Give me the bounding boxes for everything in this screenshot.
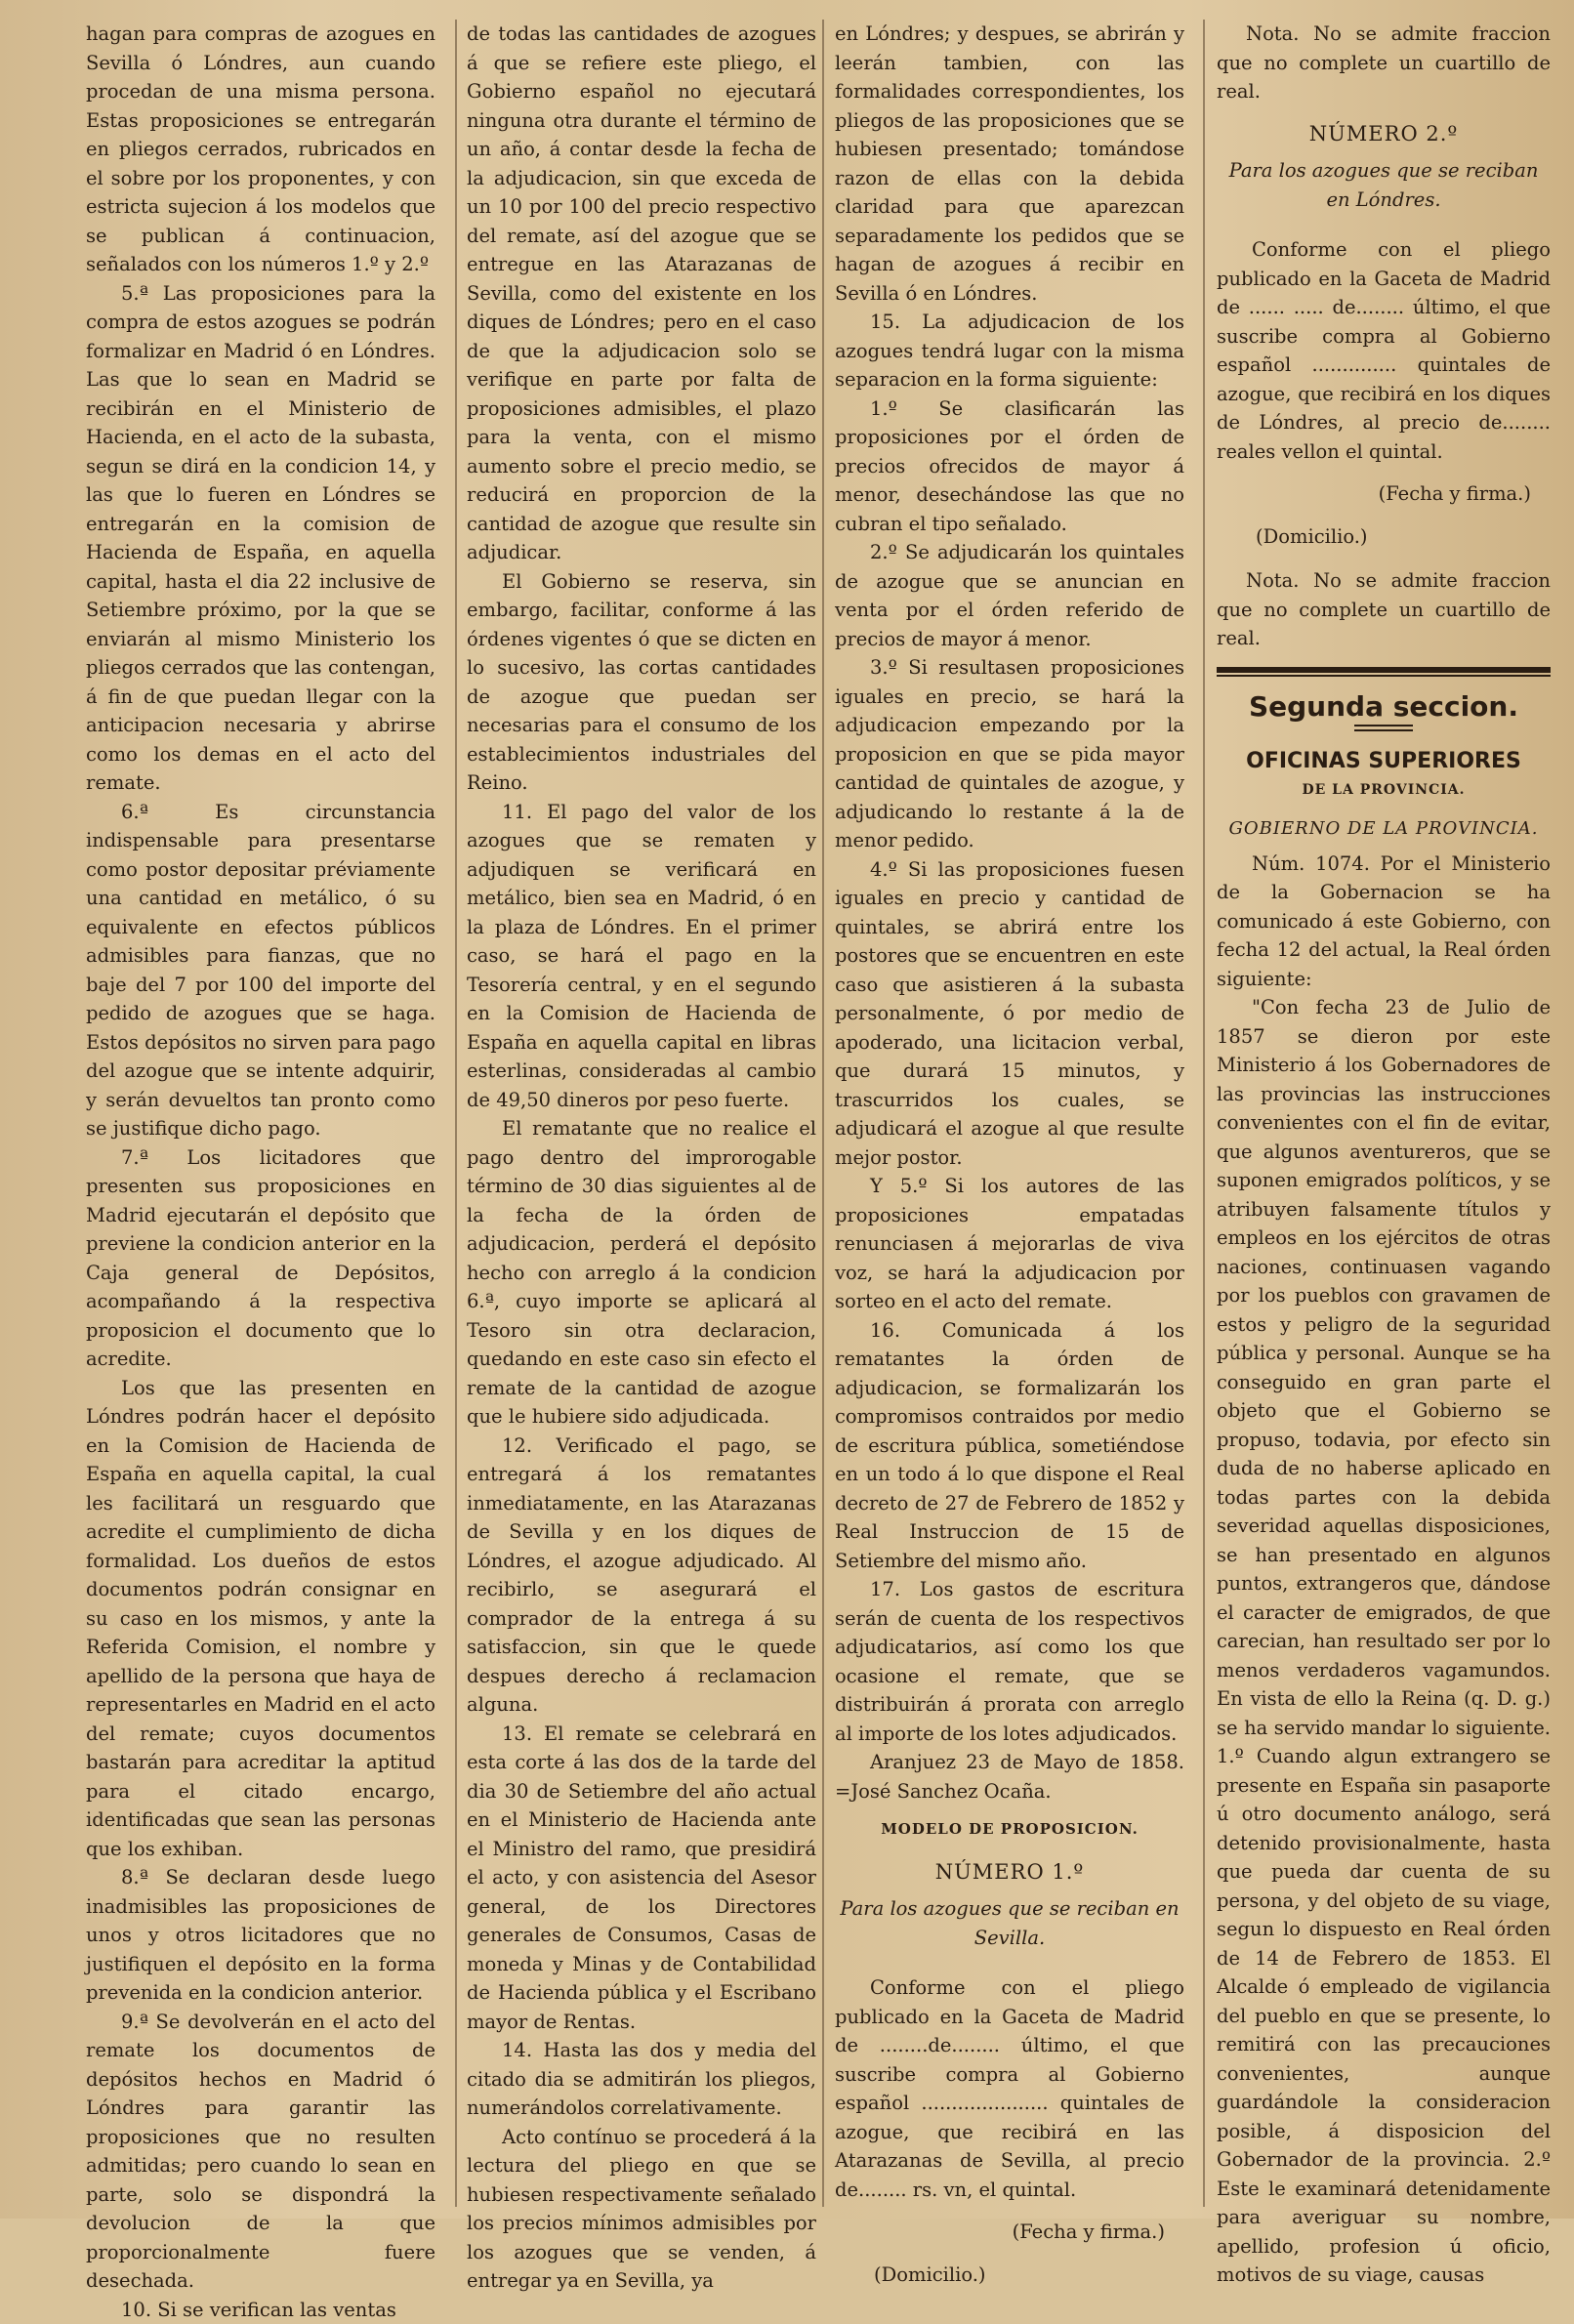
- paragraph: Y 5.º Si los autores de las proposiciones empatadas renunciasen á mejorarlas de viva voz, se hará la adjudicacion por sorteo en el acto del remate.: [835, 1172, 1184, 1316]
- paragraph: 13. El remate se celebrará en esta corte á las dos de la tarde del dia 30 de Setiembre del año actual en el Ministerio de Hacienda ante el Ministro del ramo, que presidirá el acto, y con asistencia del Asesor general, de los Directores generales de Consumos, Casas de moneda y Minas y de Contabilidad de Hacienda pública y el Escribano mayor de Rentas.: [467, 1720, 816, 2037]
- paragraph: Núm. 1074. Por el Ministerio de la Gobernacion se ha comunicado á este Gobierno, con fecha 12 del actual, la Real órden siguiente:: [1217, 850, 1551, 994]
- number-1-heading: NÚMERO 1.º: [835, 1858, 1184, 1888]
- paragraph: 1.º Se clasificarán las proposiciones por el órden de precios ofrecidos de mayor á menor, desechándose las que no cubran el tipo señalado.: [835, 394, 1184, 539]
- paragraph: 12. Verificado el pago, se entregará á los rematantes inmediatamente, en las Atarazanas de Sevilla y en los diques de Lóndres, el azogue adjudicado. Al recibirlo, se asegurará el comprador de la entrega á su satisfaccion, sin que le quede despues derecho á reclamacion alguna.: [467, 1432, 816, 1720]
- form-text: Conforme con el pliego publicado en la Gaceta de Madrid de ........de........ último, el que suscribe compra al Gobierno español ..................... quintales de azogue, que recibirá en las Atarazanas de Sevilla, al precio de........ rs. vn, el quintal.: [835, 1973, 1184, 2204]
- paragraph: Los que las presenten en Lóndres podrán hacer el depósito en la Comision de Hacienda de España en aquella capital, la cual les facilitará un resguardo que acredite el cumplimiento de dicha formalidad. Los dueños de estos documentos podrán consignar en su caso en los mismos, y ante la Referida Comision, el nombre y apellido de la persona que haya de representarles en Madrid en el acto del remate; cuyos documentos bastarán para acreditar la aptitud para el citado encargo, identificadas que sean las personas que los exhiban.: [86, 1374, 435, 1864]
- paragraph: 7.ª Los licitadores que presenten sus proposiciones en Madrid ejecutarán el depósito que previene la condicion anterior en la Caja general de Depósitos, acompañando á la respectiva proposicion el documento que lo acredite.: [86, 1143, 435, 1374]
- number-2-subtitle: Para los azogues que se reciban en Lóndres.: [1217, 156, 1551, 214]
- double-rule: [1354, 725, 1413, 731]
- paragraph: 2.º Se adjudicarán los quintales de azogue que se anuncian en venta por el órden referido de precios de mayor á menor.: [835, 538, 1184, 653]
- paragraph: 15. La adjudicacion de los azogues tendrá lugar con la misma separacion en la forma siguiente:: [835, 308, 1184, 394]
- model-title: MODELO DE PROPOSICION.: [835, 1815, 1184, 1845]
- number-1-subtitle: Para los azogues que se reciban en Sevilla.: [835, 1894, 1184, 1952]
- paragraph: 10. Si se verifican las ventas: [86, 2296, 435, 2324]
- number-2-heading: NÚMERO 2.º: [1217, 120, 1551, 149]
- paragraph: El rematante que no realice el pago dentro del improrogable término de 30 dias siguientes al de la fecha de la órden de adjudicacion, perderá el depósito hecho con arreglo á la condicion 6.ª, cuyo importe se aplicará al Tesoro sin otra declaracion, quedando en este caso sin efecto el remate de la cantidad de azogue que le hubiere sido adjudicada.: [467, 1114, 816, 1432]
- note: Nota. No se admite fraccion que no complete un cuartillo de real.: [1217, 20, 1551, 106]
- section-rule: [1217, 675, 1551, 677]
- section-title: Segunda seccion.: [1217, 692, 1551, 722]
- paragraph: Acto contínuo se procederá á la lectura del pliego en que se hubiesen respectivamente señalado los precios mínimos admisibles por los azogues que se venden, á entregar ya en Sevilla, ya: [467, 2123, 816, 2296]
- paragraph: 16. Comunicada á los rematantes la órden de adjudicacion, se formalizarán los compromisos contraidos por medio de escritura pública, sometiéndose en un todo á lo que dispone el Real decreto de 27 de Febrero de 1852 y Real Instruccion de 15 de Setiembre del mismo año.: [835, 1316, 1184, 1576]
- paragraph: 5.ª Las proposiciones para la compra de estos azogues se podrán formalizar en Madrid ó en Lóndres. Las que lo sean en Madrid se recibirán en el Ministerio de Hacienda, en el acto de la subasta, segun se dirá en la condicion 14, y las que lo fueren en Lóndres se entregarán en la comision de Hacienda de España, en aquella capital, hasta el dia 22 inclusive de Setiembre próximo, por la que se enviarán al mismo Ministerio los pliegos cerrados que las contengan, á fin de que puedan llegar con la anticipacion necesaria y abrirse como los demas en el acto del remate.: [86, 279, 435, 798]
- signature-line: Aranjuez 23 de Mayo de 1858. =José Sanchez Ocaña.: [835, 1748, 1184, 1805]
- note: Nota. No se admite fraccion que no complete un cuartillo de real.: [1217, 566, 1551, 653]
- paragraph: 9.ª Se devolverán en el acto del remate los documentos de depósitos hechos en Madrid ó Lóndres para garantir las proposiciones que no resulten admitidas; pero cuando lo sean en parte, solo se dispondrá la devolucion de la que proporcionalmente fuere desechada.: [86, 2008, 435, 2296]
- paragraph: 4.º Si las proposiciones fuesen iguales en precio y cantidad de quintales, se abrirá entre los postores que se encuentren en este caso que asistieren á la subasta personalmente, ó por medio de apoderado, una licitacion verbal, que durará 15 minutos, y trascurridos los cuales, se adjudicará el azogue al que resulte mejor postor.: [835, 855, 1184, 1173]
- column-rule: [455, 20, 457, 2207]
- paragraph: 14. Hasta las dos y media del citado dia se admitirán los pliegos, numerándolos correlativamente.: [467, 2036, 816, 2123]
- paragraph: 8.ª Se declaran desde luego inadmisibles las proposiciones de unos y otros licitadores que no justifiquen el depósito en la forma prevenida en la condicion anterior.: [86, 1863, 435, 2008]
- column-4: [1217, 20, 1551, 2290]
- column-1: [86, 20, 435, 2324]
- column-rule: [1203, 20, 1205, 2207]
- column-2: [467, 20, 816, 2296]
- date-signature: (Fecha y firma.): [1217, 479, 1551, 509]
- paragraph: "Con fecha 23 de Julio de 1857 se dieron por este Ministerio á los Gobernadores de las provincias las instrucciones convenientes con el fin de evitar, que algunos aventureros, que se suponen emigrados políticos, y se atribuyen falsamente títulos y empleos en los ejércitos de otras naciones, continuasen vagando por los pueblos con gravamen de estos y peligro de la seguridad pública y personal. Aunque se ha conseguido en gran parte el objeto que el Gobierno se propuso, todavia, por efecto sin duda de no haberse aplicado en todas partes con la debida severidad aquellas disposiciones, se han presentado en algunos puntos, extrangeros que, dándose el caracter de emigrados, de que carecian, han resultado ser por lo menos verdaderos vagamundos. En vista de ello la Reina (q. D. g.) se ha servido mandar lo siguiente. 1.º Cuando algun extrangero se presente en España sin pasaporte ú otro documento análogo, será detenido provisionalmente, hasta que pueda dar cuenta de su persona, y del objeto de su viage, segun lo dispuesto en Real órden de 14 de Febrero de 1853. El Alcalde ó empleado de vigilancia del pueblo en que se presente, lo remitirá con las precauciones convenientes, aunque guardándole la consideracion posible, á disposicion del Gobernador de la provincia. 2.º Este le examinará detenidamente para averiguar su nombre, apellido, profesion ú oficio, motivos de su viage, causas: [1217, 993, 1551, 2290]
- column-3: [835, 20, 1184, 2289]
- paragraph: hagan para compras de azogues en Sevilla ó Lóndres, aun cuando procedan de una misma persona. Estas proposiciones se entregarán en pliegos cerrados, rubricados en el sobre por los proponentes, y con estricta sujecion á los modelos que se publican á continuacion, señalados con los números 1.º y 2.º: [86, 20, 435, 279]
- paragraph: de todas las cantidades de azogues á que se refiere este pliego, el Gobierno español no ejecutará ninguna otra durante el término de un año, á contar desde la fecha de la adjudicacion, sin que exceda de un 10 por 100 del precio respectivo del remate, así del azogue que se entregue en las Atarazanas de Sevilla, como del existente en los diques de Lóndres; pero en el caso de que la adjudicacion solo se verifique en parte por falta de proposiciones admisibles, el plazo para la venta, con el mismo aumento sobre el precio medio, se reducirá en proporcion de la cantidad de azogue que resulte sin adjudicar.: [467, 20, 816, 567]
- domicile: (Domicilio.): [835, 2261, 1184, 2290]
- paragraph: El Gobierno se reserva, sin embargo, facilitar, conforme á las órdenes vigentes ó que se dicten en lo sucesivo, las cortas cantidades de azogue que puedan ser necesarias para el consumo de los establecimientos industriales del Reino.: [467, 567, 816, 798]
- paragraph: en Lóndres; y despues, se abrirán y leerán tambien, con las formalidades correspondientes, los pliegos de las proposiciones que se hubiesen presentado; tomándose razon de ellas con la debida claridad para que aparezcan separadamente los pedidos que se hagan de azogues á recibir en Sevilla ó en Lóndres.: [835, 20, 1184, 308]
- section-rule: [1217, 667, 1551, 673]
- paragraph: 6.ª Es circunstancia indispensable para presentarse como postor depositar préviamente una cantidad en metálico, ó su equivalente en efectos públicos admisibles para fianzas, que no baje del 7 por 100 del importe del pedido de azogues que se haga. Estos depósitos no sirven para pago del azogue que se intente adquirir, y serán devueltos tan pronto como se justifique dicho pago.: [86, 798, 435, 1143]
- form-text: Conforme con el pliego publicado en la Gaceta de Madrid de ...... ..... de........ último, el que suscribe compra al Gobierno español .............. quintales de azogue, que recibirá en los diques de Lóndres, al precio de........ reales vellon el quintal.: [1217, 235, 1551, 466]
- paragraph: 17. Los gastos de escritura serán de cuenta de los respectivos adjudicatarios, así como los que ocasione el remate, que se distribuirán á prorata con arreglo al importe de los lotes adjudicados.: [835, 1575, 1184, 1748]
- paragraph: 11. El pago del valor de los azogues que se rematen y adjudiquen se verificará en metálico, bien sea en Madrid, ó en la plaza de Lóndres. En el primer caso, se hará el pago en la Tesorería central, y en el segundo en la Comision de Hacienda de España en aquella capital en libras esterlinas, consideradas al cambio de 49,50 dineros por peso fuerte.: [467, 798, 816, 1115]
- domicile: (Domicilio.): [1217, 522, 1551, 552]
- column-rule: [822, 20, 824, 2207]
- government-heading: GOBIERNO DE LA PROVINCIA.: [1217, 814, 1551, 844]
- office-heading: OFICINAS SUPERIORES: [1217, 747, 1551, 776]
- date-signature: (Fecha y firma.): [835, 2218, 1184, 2247]
- paragraph: 3.º Si resultasen proposiciones iguales en precio, se hará la adjudicacion empezando por la proposicion en que se pida mayor cantidad de quintales de azogue, y adjudicando lo restante á la de menor pedido.: [835, 653, 1184, 855]
- office-subheading: DE LA PROVINCIA.: [1217, 776, 1551, 806]
